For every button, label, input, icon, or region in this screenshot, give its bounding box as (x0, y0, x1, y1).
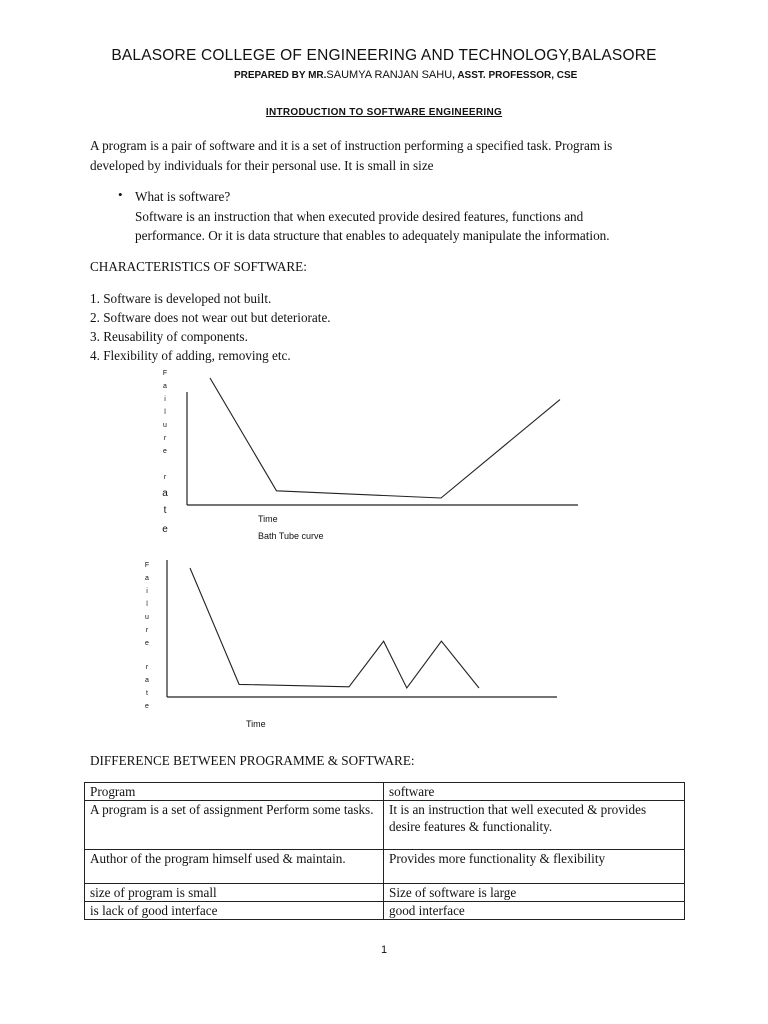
characteristic-item: 4. Flexibility of adding, removing etc. (90, 348, 291, 363)
characteristic-item: 1. Software is developed not built. (90, 291, 272, 306)
chart1-series-line (210, 378, 560, 498)
chart2-software-failure (167, 560, 557, 697)
table-cell: size of program is small (85, 884, 384, 902)
chart1-ylabel-letter: r (163, 474, 167, 481)
table-row (85, 884, 685, 902)
chart2-ylabel-letter: a (145, 575, 149, 582)
page-number: 1 (380, 944, 388, 956)
chart1-ylabel-letter: l (164, 409, 166, 416)
chart1-ylabel-letter: r (163, 435, 167, 442)
table-header-cell: Program (85, 783, 384, 801)
document-title: INTRODUCTION TO SOFTWARE ENGINEERING (265, 107, 503, 118)
difference-table (84, 782, 685, 920)
characteristic-item: 2. Software does not wear out but deteriorate. (90, 310, 331, 325)
chart1-ylabel-letter: a (162, 488, 168, 499)
bullet-marker: • (118, 187, 123, 202)
table-header-row (85, 783, 685, 801)
chart1-ylabel-letter: F (162, 370, 168, 377)
characteristic-item: 3. Reusability of components. (90, 329, 248, 344)
table-row (85, 850, 685, 884)
chart2-ylabel-letter: l (146, 601, 148, 608)
chart2-ylabel-letter: u (145, 614, 149, 621)
college-header: BALASORE COLLEGE OF ENGINEERING AND TECHNOLOGY,BALASORE (111, 47, 657, 64)
chart2-ylabel-letter: e (145, 640, 149, 647)
chart1-ylabel-letter: a (163, 383, 167, 390)
characteristics-heading: CHARACTERISTICS OF SOFTWARE: (90, 259, 307, 274)
chart1-ylabel-letter: u (163, 422, 167, 429)
prepared-prefix: PREPARED BY MR. (234, 70, 327, 81)
chart2-series-line (190, 568, 479, 688)
table-cell: A program is a set of assignment Perform some tasks. (85, 801, 384, 850)
table-cell: Author of the program himself used & maintain. (85, 850, 384, 884)
chart2-ylabel-letter: r (145, 664, 149, 671)
table-header-cell: software (384, 783, 685, 801)
table-cell: Provides more functionality & flexibility (384, 850, 685, 884)
chart2-ylabel-letter: a (145, 677, 149, 684)
table-cell: Size of software is large (384, 884, 685, 902)
author-name: SAUMYA RANJAN SAHU (326, 69, 453, 81)
chart1-bathtub (187, 378, 578, 505)
prepared-suffix: , ASST. PROFESSOR, CSE (452, 70, 578, 81)
chart2-ylabel-letter: F (144, 562, 150, 569)
table-cell: is lack of good interface (85, 902, 384, 920)
table-row (85, 902, 685, 920)
chart1-ylabel-letter: e (163, 448, 167, 455)
table-cell: good interface (384, 902, 685, 920)
chart2-ylabel-letter: r (145, 627, 149, 634)
chart2-xlabel: Time (246, 719, 266, 729)
chart1-title: Bath Tube curve (258, 531, 324, 541)
chart1-ylabel-letter: t (163, 505, 167, 516)
chart2-ylabel-letter: e (145, 703, 149, 710)
bullet-answer: Software is an instruction that when executed provide desired features, functions and performance. Or it is data structure that enables to adequately manipulate the information. (135, 208, 610, 244)
chart2-ylabel-letter: t (146, 690, 148, 697)
table-row (85, 801, 685, 850)
bullet-question: What is software? (135, 189, 231, 204)
chart1-ylabel-letter: i (164, 396, 166, 403)
intro-paragraph: A program is a pair of software and it is a set of instruction performing a specified task. Program is developed by individuals for their personal use. It is small in size (90, 138, 613, 173)
difference-heading: DIFFERENCE BETWEEN PROGRAMME & SOFTWARE: (90, 753, 415, 768)
chart1-ylabel-letter: e (162, 524, 168, 535)
chart1-xlabel: Time (258, 514, 278, 524)
chart2-ylabel-letter: i (146, 588, 148, 595)
table-cell: It is an instruction that well executed & provides desire features & functionality. (384, 801, 685, 850)
